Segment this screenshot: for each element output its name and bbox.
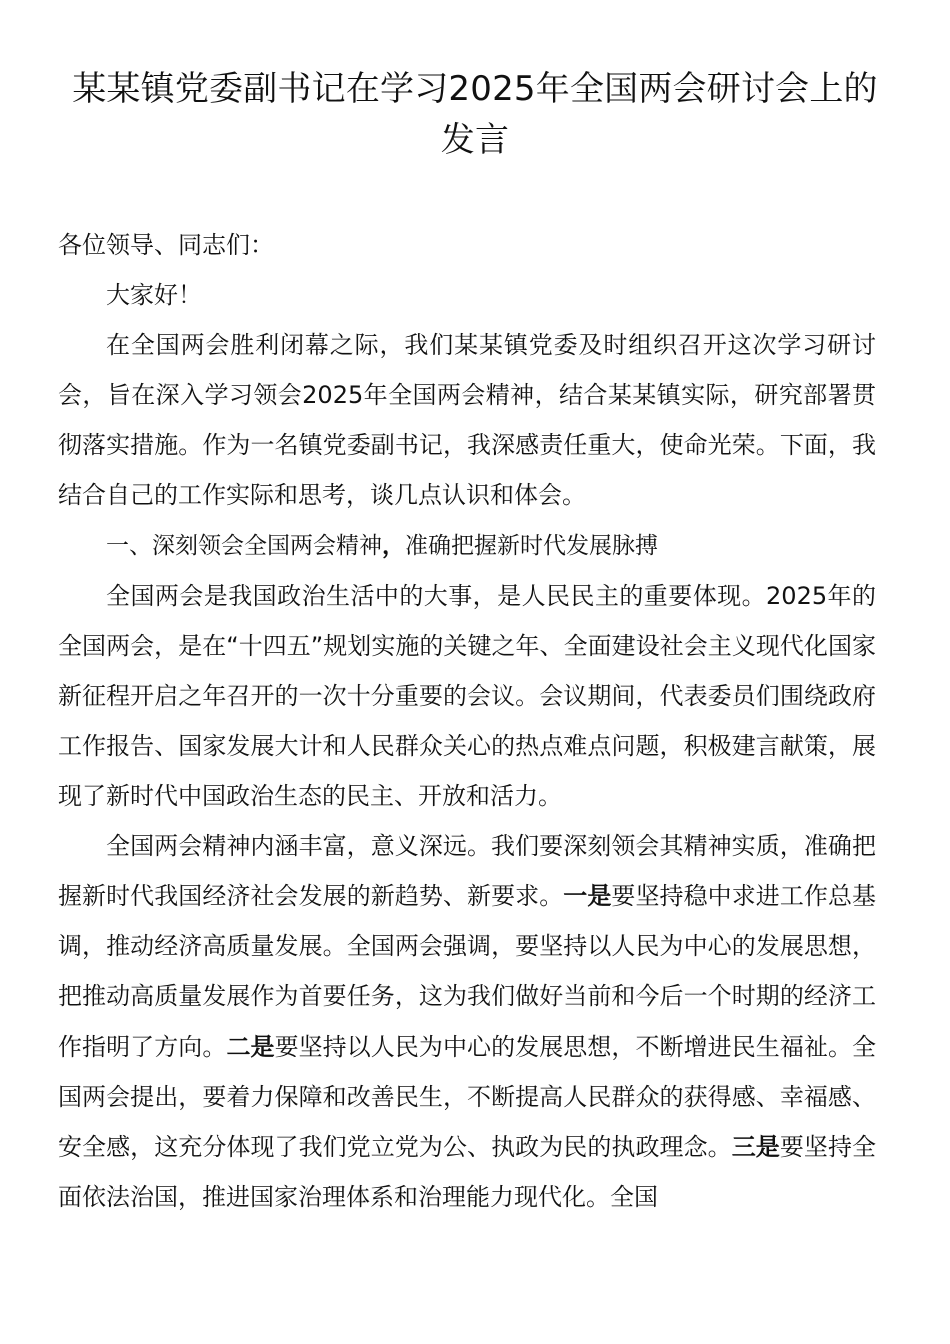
points-lead-text: 全国两会精神内涵丰富，意义深远。我们要深刻领会其精神实质，准确把握新时代我国经济社会发展的新趋势、新要求。 [58, 832, 876, 911]
intro-paragraph: 在全国两会胜利闭幕之际，我们某某镇党委及时组织召开这次学习研讨会，旨在深入学习领会2025年全国两会精神，结合某某镇实际，研究部署贯彻落实措施。作为一名镇党委副书记，我深感责任重大，使命光荣。下面，我结合自己的工作实际和思考，谈几点认识和体会。 [58, 331, 876, 510]
salutation: 各位领导、同志们： [58, 231, 274, 259]
section-heading-part2: 准确把握新时代发展脉搏 [405, 532, 658, 559]
section-heading [58, 521, 876, 571]
document-body [58, 220, 876, 1222]
point-text: 要坚持以人民为中心的发展思想，不断增进民生福祉。全国两会提出，要着力保障和改善民生，不断提高人民群众的获得感、幸福感、安全感，这充分体现了我们党立党为公、执政为民的执政理念。 [58, 1032, 877, 1161]
document-title: 某某镇党委副书记在学习2025年全国两会研讨会上的发言 [72, 69, 878, 160]
section-heading-comma: ， [382, 532, 405, 559]
greeting: 大家好！ [106, 281, 202, 310]
section-paragraph-points [58, 821, 876, 1222]
section-heading-part1: 一、深刻领会全国两会精神 [106, 532, 382, 559]
point-label: 二是 [226, 1032, 275, 1061]
point-text: 要坚持全面依法治国，推进国家治理体系和治理能力现代化。全国 [58, 1132, 877, 1211]
point-text: 要坚持稳中求进工作总基调，推动经济高质量发展。全国两会强调，要坚持以人民为中心的发展思想，把推动高质量发展作为首要任务，这为我们做好当前和今后一个时期的经济工作指明了方向。 [58, 882, 877, 1061]
point-label: 三是 [731, 1132, 780, 1161]
point-label: 一是 [563, 882, 612, 911]
section-paragraph: 全国两会是我国政治生活中的大事，是人民民主的重要体现。2025年的全国两会，是在“十四五”规划实施的关键之年、全面建设社会主义现代化国家新征程开启之年召开的一次十分重要的会议。会议期间，代表委员们围绕政府工作报告、国家发展大计和人民群众关心的热点难点问题，积极建言献策，展现了新时代中国政治生态的民主、开放和活力。 [58, 581, 876, 811]
